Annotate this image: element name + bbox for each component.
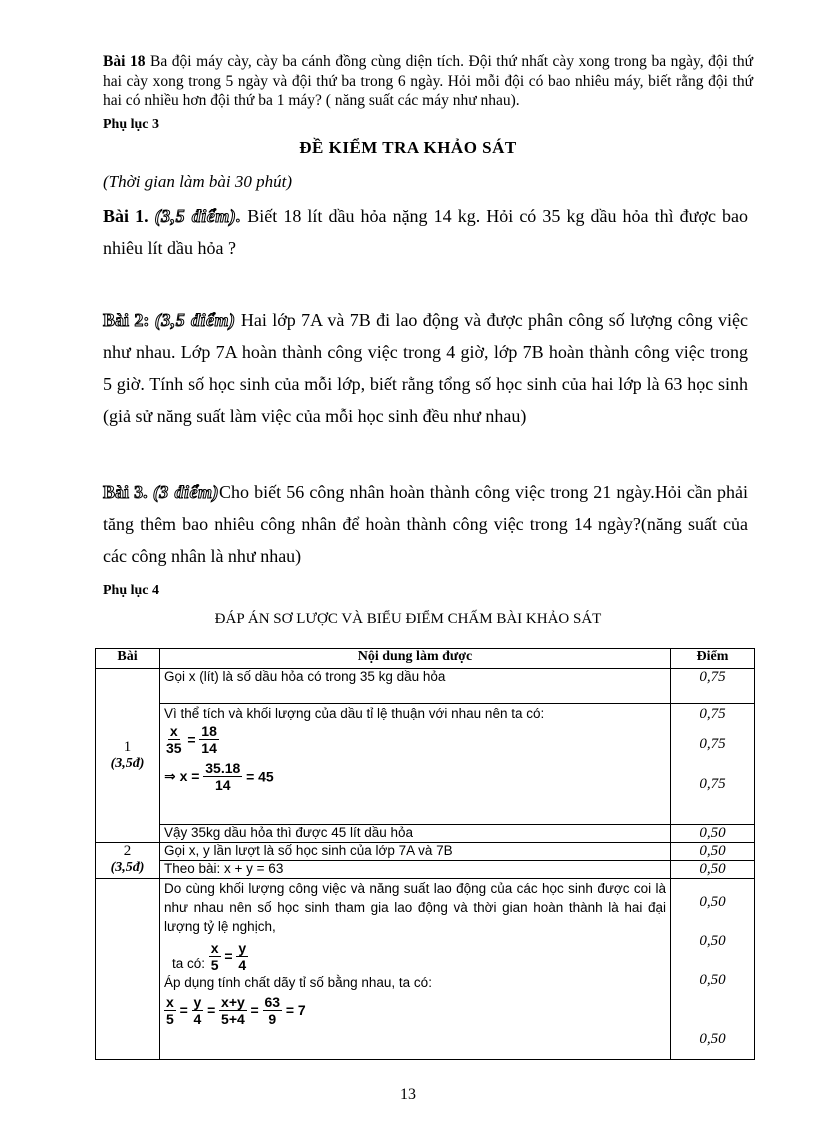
table-row: [96, 879, 755, 1060]
question-3: [103, 476, 748, 572]
appendix-3-heading: Phụ lục 3: [103, 117, 160, 132]
time-limit: (Thời gian làm bài 30 phút): [103, 172, 292, 191]
score-2-4: 0,50: [699, 933, 726, 949]
answer-title: ĐÁP ÁN SƠ LƯỢC VÀ BIỂU ĐIỂM CHẤM BÀI KHẢO SÁT: [214, 611, 602, 627]
exercise-18-text: Ba đội máy cày, cày ba cánh đồng cùng diện tích. Đội thứ nhất cày xong trong ba ngày, đội thứ hai cày xong trong 5 ngày và đội thứ ba trong 6 ngày. Hỏi mỗi đội có bao nhiêu máy, biết rằng đội thứ hai có nhiều hơn đội thứ ba 1 máy? ( năng suất các máy như nhau).: [103, 53, 753, 109]
question-3-text: Cho biết 56 công nhân hoàn thành công việc trong 21 ngày.Hỏi cần phải tăng thêm bao nhiêu công nhân để hoàn thành công việc trong 14 ngày?(năng suất của các công nhân là như nhau): [103, 482, 748, 566]
question-3-label: Bài 3.: [103, 482, 148, 502]
answer-1-conclusion: Vậy 35kg dầu hỏa thì được 45 lít dầu hỏa: [160, 825, 671, 843]
answer-2-step-1: Gọi x, y lần lượt là số học sinh của lớp 7A và 7B: [160, 843, 671, 861]
score-2-6: 0,50: [699, 1031, 726, 1047]
question-2: [103, 304, 748, 432]
answer-2-ratio: ta có: $\frac{x}{5}$ = $\frac{y}{4}$: [172, 940, 247, 973]
table-row: [96, 669, 755, 704]
exercise-2-points: (3,5đ): [110, 860, 145, 875]
score-2-1: 0,50: [671, 843, 755, 861]
score-1-1: 0,75: [671, 669, 755, 704]
table-row: [96, 861, 755, 879]
score-1-5: 0,50: [671, 825, 755, 843]
score-1-2: 0,75: [699, 706, 726, 722]
question-2-label: Bài 2:: [103, 310, 150, 330]
score-2-3: 0,50: [699, 894, 726, 910]
question-1-text: Biết 18 lít dầu hỏa nặng 14 kg. Hỏi có 35 kg dầu hỏa thì được bao nhiêu lít dầu hỏa ?: [103, 206, 748, 258]
question-1-points: (3,5 điểm).: [154, 206, 242, 226]
table-row: [96, 704, 755, 825]
answer-2-step-4-text: Áp dụng tính chất dãy tỉ số bằng nhau, ta có:: [164, 975, 432, 990]
answer-2-step-3: [160, 879, 671, 1060]
page-number: 13: [400, 1086, 416, 1103]
question-3-points: (3 điểm): [152, 482, 219, 502]
exercise-1-number: 1: [123, 739, 132, 755]
answer-2-equal-ratios: $\frac{x}{5}$ = $\frac{y}{4}$ = $\frac{x+y}{5+4}$ = $\frac{63}{9}$ = 7: [166, 994, 306, 1027]
question-2-text: Hai lớp 7A và 7B đi lao động và được phân công số lượng công việc như nhau. Lớp 7A hoàn thành công việc trong 4 giờ, lớp 7B hoàn thành công việc trong 5 giờ. Tính số học sinh của mỗi lớp, biết rằng tổng số học sinh của hai lớp là 63 học sinh (giả sử năng suất làm việc của mỗi học sinh đều như nhau): [103, 310, 748, 426]
score-1-2-cell: [671, 704, 755, 825]
exercise-18-label: Bài 18: [103, 53, 146, 70]
col-header-content: Nội dung làm được: [160, 649, 671, 669]
score-1-4: 0,75: [699, 776, 726, 792]
answer-1-proportion: $\frac{x}{35}$ = $\frac{18}{14}$: [166, 723, 217, 756]
exercise-18: [103, 52, 753, 111]
exercise-2-number: 2: [123, 843, 132, 859]
exercise-1-points: (3,5đ): [110, 756, 145, 771]
question-1: Bài 1. (3,5 điểm). Biết 18 lít dầu hỏa nặng 14 kg. Hỏi có 35 kg dầu hỏa thì được bao nhiêu lít dầu hỏa ?: [103, 206, 748, 258]
test-title: ĐỀ KIỂM TRA KHẢO SÁT: [299, 138, 517, 157]
score-2-2: 0,50: [671, 861, 755, 879]
exercise-1-cell: [96, 669, 160, 843]
answer-1-step-2-text: Vì thể tích và khối lượng của dầu tỉ lệ thuận với nhau nên ta có:: [164, 706, 545, 721]
answer-1-solution: ⇒ x = $\frac{35.18}{14}$ = 45: [164, 760, 274, 793]
exercise-2-cell: [96, 843, 160, 879]
col-header-score: Điểm: [671, 649, 755, 669]
question-2-points: (3,5 điểm): [154, 310, 236, 330]
answer-2-step-3-text: Do cùng khối lượng công việc và năng suất lao động của các học sinh được coi là như nhau nên số học sinh tham gia lao động và thời gian hoàn thành là hai đại lượng tỷ lệ nghịch,: [164, 881, 666, 934]
score-2-5: 0,50: [699, 972, 726, 988]
table-header-row: [96, 649, 755, 669]
answer-2-step-2: Theo bài: x + y = 63: [160, 861, 671, 879]
score-1-3: 0,75: [699, 736, 726, 752]
appendix-4-heading: Phụ lục 4: [103, 583, 160, 598]
table-row: [96, 843, 755, 861]
answer-1-step-1: Gọi x (lít) là số dầu hỏa có trong 35 kg dầu hỏa: [160, 669, 671, 704]
answer-1-step-2: [160, 704, 671, 825]
table-row: [96, 825, 755, 843]
answer-table: [95, 648, 755, 1060]
score-2-3-cell: [671, 879, 755, 1060]
question-1-label: Bài 1: [103, 206, 145, 226]
col-header-exercise: Bài: [96, 649, 160, 669]
